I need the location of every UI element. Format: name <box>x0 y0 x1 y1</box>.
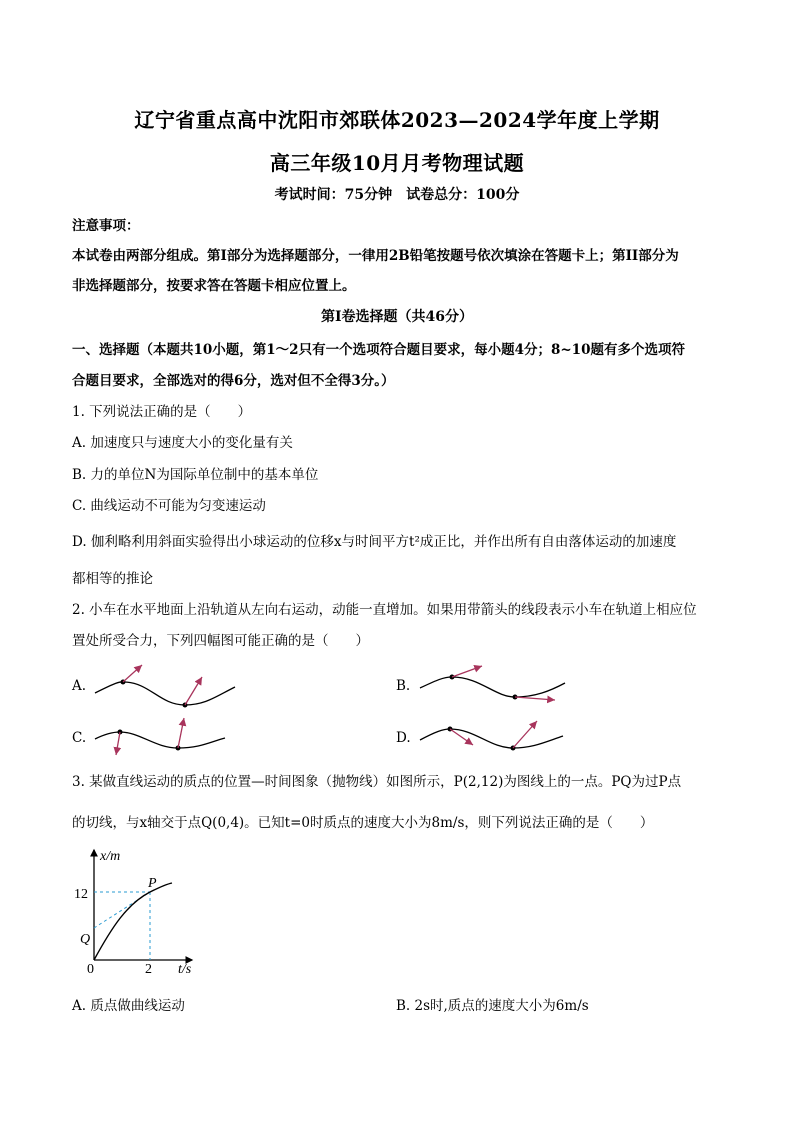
section-intro-line2: 合题目要求，全部选对的得6分，选对但不全得3分。） <box>72 373 395 389</box>
notice-line2: 非选择题部分，按要求答在答题卡相应位置上。 <box>72 278 356 294</box>
q1-option-d-line2: 都相等的推论 <box>72 571 153 587</box>
section-title: 第I卷选择题（共46分） <box>320 309 474 325</box>
q2-label-b: B. <box>396 678 411 694</box>
x-tick-2: 2 <box>145 962 152 977</box>
parabola-curve <box>94 883 172 960</box>
q2-label-d: D. <box>396 730 411 746</box>
q1-stem: 1. 下列说法正确的是（ ） <box>72 404 252 420</box>
notice-line1: 本试卷由两部分组成。第I部分为选择题部分，一律用2B铅笔按题号依次填涂在答题卡上；第II部分为 <box>72 248 679 264</box>
q3-option-b: B. 2s时,质点的速度大小为6m/s <box>396 998 589 1014</box>
exam-title-line2: 高三年级10月月考物理试题 <box>269 151 525 175</box>
q1-option-b: B. 力的单位N为国际单位制中的基本单位 <box>72 467 319 483</box>
section-intro-line1: 一、选择题（本题共10小题，第1～2只有一个选项符合题目要求，每小题4分；8~10题有多个选项符 <box>72 342 685 358</box>
q2-stem-line2: 置处所受合力，下列四幅图可能正确的是（ ） <box>72 633 369 649</box>
q2-label-c: C. <box>72 730 87 746</box>
exam-info: 考试时间：75分钟 试卷总分：100分 <box>274 187 520 203</box>
y-axis-label: x/m <box>100 849 121 864</box>
point-q-label: Q <box>80 932 91 947</box>
q1-option-d-line1: D. 伽利略利用斜面实验得出小球运动的位移x与时间平方t²成正比，并作出所有自由落体运动的加速度 <box>72 534 677 550</box>
x-axis-label: t/s <box>178 962 192 977</box>
q3-stem-line2: 的切线，与x轴交于点Q(0,4)。已知t=0时质点的速度大小为8m/s，则下列说法正确的是（ ） <box>72 815 654 831</box>
q2-figure-c <box>90 712 240 762</box>
q3-position-time-graph <box>72 842 212 977</box>
q2-figure-a <box>90 655 240 715</box>
q3-option-a: A. 质点做曲线运动 <box>72 998 185 1014</box>
exam-title-line1: 辽宁省重点高中沈阳市郊联体2023—2024学年度上学期 <box>134 108 660 132</box>
origin-label: 0 <box>87 962 94 977</box>
point-p-label: P <box>148 876 157 891</box>
q1-option-c: C. 曲线运动不可能为匀变速运动 <box>72 498 266 514</box>
q2-stem-line1: 2. 小车在水平地面上沿轨道从左向右运动，动能一直增加。如果用带箭头的线段表示小车在轨道上相应位 <box>72 602 697 618</box>
q2-figure-d <box>415 712 575 762</box>
q3-stem-line1: 3. 某做直线运动的质点的位置—时间图象（抛物线）如图所示，P(2,12)为图线上的一点。PQ为过P点 <box>72 774 682 790</box>
y-tick-12: 12 <box>74 887 88 902</box>
q2-figure-b <box>415 655 575 715</box>
q2-label-a: A. <box>72 678 87 694</box>
q1-option-a: A. 加速度只与速度大小的变化量有关 <box>72 435 293 451</box>
notice-heading: 注意事项： <box>72 218 140 234</box>
